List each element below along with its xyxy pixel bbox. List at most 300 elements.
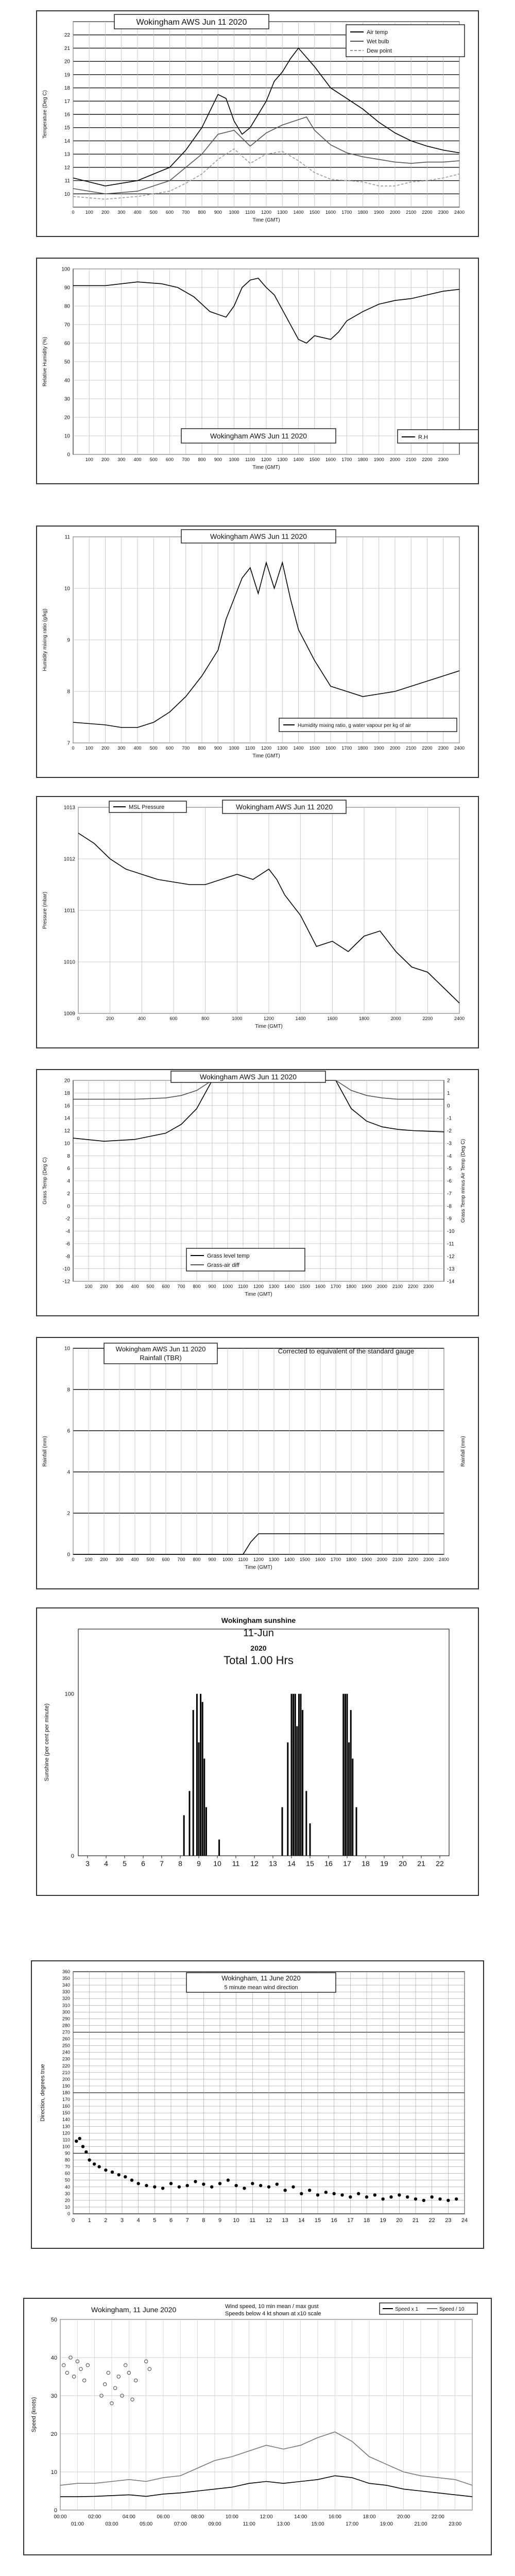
- x-tick-label: 02:00: [88, 2514, 101, 2520]
- y-tick-label: 280: [62, 2023, 70, 2028]
- data-point: [227, 2179, 230, 2182]
- x-tick-label: 1300: [277, 745, 288, 751]
- data-point: [267, 2185, 270, 2189]
- y-axis-label: Pressure (mbar): [42, 891, 48, 929]
- data-point: [136, 2182, 140, 2185]
- y-axis-label: Sunshine (per cent per minute): [44, 1703, 50, 1782]
- legend-label: Speed x 1: [395, 2307, 419, 2312]
- x-tick-label: 21:00: [414, 2521, 427, 2527]
- y-tick-label: 270: [62, 2029, 70, 2035]
- data-point: [93, 2162, 96, 2165]
- x-tick-label: 2300: [423, 1284, 434, 1289]
- y-tick-label: 2: [67, 1511, 70, 1517]
- x-tick-label: 300: [115, 1557, 124, 1562]
- x-tick-label: 900: [214, 745, 222, 751]
- sun-bar: [342, 1694, 344, 1856]
- x-tick-label: 1700: [330, 1557, 341, 1562]
- sun-bar: [291, 1694, 293, 1856]
- x-tick-label: 800: [198, 457, 206, 462]
- data-point: [117, 2173, 120, 2176]
- y-axis-label: Speed (knots): [31, 2397, 37, 2433]
- y-tick-label: 10: [64, 433, 70, 439]
- x-tick-label: 6: [169, 2217, 173, 2224]
- x-tick-label: 1800: [357, 745, 368, 751]
- x-tick-label: 400: [133, 210, 142, 215]
- y-tick-label: -12: [62, 1279, 70, 1285]
- x-tick-label: 12:00: [260, 2514, 273, 2520]
- x-tick-label: 06:00: [157, 2514, 170, 2520]
- y2-tick-label: -6: [447, 1178, 452, 1184]
- y-tick-label: 15: [64, 125, 70, 131]
- x-tick-label: 1400: [295, 1016, 306, 1021]
- y-tick-label: 40: [64, 378, 70, 384]
- data-point: [145, 2184, 148, 2187]
- x-tick-label: 1000: [229, 457, 239, 462]
- x-tick-label: 18:00: [363, 2514, 376, 2520]
- y-tick-label: 22: [64, 32, 70, 39]
- sun-bar: [203, 1758, 205, 1856]
- y2-tick-label: -7: [447, 1191, 452, 1197]
- x-tick-label: 2200: [407, 1557, 419, 1562]
- legend-label: Air temp: [367, 29, 388, 36]
- x-tick-label: 19: [380, 2217, 386, 2224]
- data-point: [414, 2197, 417, 2200]
- y-tick-label: 40: [64, 2184, 70, 2190]
- x-tick-label: 17:00: [346, 2521, 359, 2527]
- y-tick-label: 90: [64, 285, 70, 291]
- data-point: [340, 2193, 344, 2196]
- x-tick-label: 1900: [373, 457, 384, 462]
- y-axis-label: Direction, degrees true: [40, 2064, 46, 2122]
- sun-bar: [345, 1694, 346, 1856]
- x-tick-label: 20: [399, 1859, 407, 1868]
- legend-label: Dew point: [367, 48, 392, 54]
- x-tick-label: 1500: [299, 1284, 311, 1289]
- x-tick-label: 100: [84, 1284, 93, 1289]
- x-tick-label: 7: [160, 1859, 164, 1868]
- x-tick-label: 2000: [390, 1016, 401, 1021]
- x-tick-label: 1600: [325, 210, 336, 215]
- chart-subtitle: 5 minute mean wind direction: [224, 1985, 298, 1991]
- y-tick-label: 0: [71, 1853, 74, 1859]
- x-tick-label: 100: [85, 210, 93, 215]
- y-tick-label: 17: [64, 98, 70, 105]
- sun-bar: [282, 1807, 283, 1856]
- y2-tick-label: -1: [447, 1115, 452, 1122]
- y-tick-label: 2: [67, 1191, 70, 1197]
- x-tick-label: 16: [324, 1859, 333, 1868]
- x-tick-label: 2100: [406, 745, 417, 751]
- y2-tick-label: -14: [447, 1279, 455, 1285]
- x-tick-label: 700: [182, 457, 190, 462]
- x-tick-label: 08:00: [191, 2514, 204, 2520]
- panel-rainfall: [36, 1337, 479, 1589]
- y-tick-label: -10: [62, 1266, 70, 1273]
- x-tick-label: 15:00: [311, 2521, 324, 2527]
- sun-bar: [310, 1823, 311, 1856]
- x-tick-label: 1400: [284, 1557, 295, 1562]
- y-tick-label: 1009: [63, 1011, 75, 1017]
- x-tick-label: 20: [396, 2217, 403, 2224]
- data-point: [210, 2185, 213, 2189]
- x-tick-label: 600: [162, 1557, 170, 1562]
- x-tick-label: 10:00: [225, 2514, 238, 2520]
- x-tick-label: 700: [177, 1557, 185, 1562]
- x-tick-label: 0: [72, 210, 75, 215]
- x-tick-label: 700: [182, 210, 190, 215]
- y-tick-label: 10: [64, 1346, 70, 1352]
- x-tick-label: 900: [208, 1284, 216, 1289]
- data-point: [111, 2171, 114, 2174]
- x-tick-label: 22: [436, 1859, 444, 1868]
- x-tick-label: 1800: [357, 457, 368, 462]
- data-point: [153, 2185, 156, 2189]
- y2-tick-label: 1: [447, 1090, 450, 1096]
- y-tick-label: 60: [64, 2171, 70, 2176]
- sun-bar: [356, 1807, 357, 1856]
- sun-bar: [300, 1694, 302, 1856]
- grass-chart: [37, 1070, 478, 1315]
- sun-bar: [193, 1710, 194, 1856]
- x-tick-label: 12: [265, 2217, 272, 2224]
- x-tick-label: 500: [149, 745, 158, 751]
- y-tick-label: 16: [64, 1103, 70, 1109]
- y-tick-label: 140: [62, 2117, 70, 2123]
- panel-sunshine: [36, 1607, 479, 1896]
- x-tick-label: 19:00: [380, 2521, 393, 2527]
- x-tick-label: 3: [85, 1859, 90, 1868]
- y-tick-label: 0: [54, 2507, 57, 2514]
- x-tick-label: 1000: [222, 1284, 233, 1289]
- y-tick-label: 8: [67, 1153, 70, 1159]
- x-tick-label: 7: [185, 2217, 189, 2224]
- y-tick-label: 70: [64, 2164, 70, 2170]
- x-tick-label: 500: [146, 1557, 154, 1562]
- x-tick-label: 14: [298, 2217, 305, 2224]
- x-tick-label: 19: [380, 1859, 388, 1868]
- x-tick-label: 1600: [325, 457, 336, 462]
- x-tick-label: 2400: [438, 1557, 450, 1562]
- data-point: [88, 2158, 91, 2161]
- y-tick-label: 10: [64, 2204, 70, 2210]
- data-point: [430, 2195, 433, 2198]
- y-tick-label: 1010: [63, 959, 75, 965]
- x-tick-label: 1800: [346, 1284, 357, 1289]
- x-tick-label: 1900: [373, 745, 384, 751]
- y-tick-label: 100: [61, 266, 70, 273]
- legend-label: Grass-air diff: [207, 1262, 239, 1268]
- x-tick-label: 1700: [341, 210, 352, 215]
- x-tick-label: 2100: [392, 1557, 403, 1562]
- data-point: [243, 2187, 246, 2190]
- x-tick-label: 1000: [229, 745, 239, 751]
- sun-bar: [296, 1726, 298, 1856]
- chart-annotation: Corrected to equivalent of the standard gauge: [278, 1347, 415, 1355]
- data-point: [332, 2192, 335, 2195]
- x-tick-label: 11:00: [243, 2521, 255, 2527]
- legend-label: Grass level temp: [207, 1253, 250, 1259]
- x-tick-label: 0: [77, 1016, 80, 1021]
- x-tick-label: 17: [347, 2217, 354, 2224]
- x-tick-label: 1200: [261, 457, 272, 462]
- humidity-chart: [37, 259, 478, 483]
- y-tick-label: 1012: [63, 856, 75, 862]
- x-tick-label: 1100: [238, 1284, 248, 1289]
- x-tick-label: 15: [306, 1859, 314, 1868]
- y-tick-label: 30: [64, 396, 70, 402]
- x-tick-label: 5: [153, 2217, 157, 2224]
- x-tick-label: 2400: [454, 210, 465, 215]
- x-tick-label: 1700: [341, 457, 352, 462]
- x-tick-label: 2300: [438, 745, 449, 751]
- y-tick-label: 260: [62, 2036, 70, 2042]
- panel-wind-direction: [31, 1960, 484, 2249]
- y-tick-label: 150: [62, 2110, 70, 2116]
- data-point: [194, 2180, 197, 2183]
- x-tick-label: 10: [233, 2217, 239, 2224]
- y-tick-label: 1013: [63, 805, 75, 811]
- x-tick-label: 600: [165, 745, 174, 751]
- legend-label: MSL Pressure: [129, 804, 165, 810]
- x-tick-label: 800: [198, 745, 206, 751]
- y-axis-label: Grass Temp (Deg C): [42, 1157, 48, 1205]
- y2-tick-label: -5: [447, 1166, 452, 1172]
- chart-subtitle: Rainfall (TBR): [140, 1354, 182, 1362]
- data-point: [130, 2179, 133, 2182]
- x-tick-label: 1900: [373, 210, 384, 215]
- x-tick-label: 09:00: [208, 2521, 221, 2527]
- y-tick-label: 4: [67, 1469, 70, 1476]
- y-tick-label: 170: [62, 2097, 70, 2103]
- x-tick-label: 4: [104, 1859, 108, 1868]
- y-tick-label: 80: [64, 303, 70, 310]
- x-tick-label: 2100: [392, 1284, 403, 1289]
- y2-tick-label: -11: [447, 1241, 454, 1247]
- rainfall-chart: [37, 1338, 478, 1588]
- x-tick-label: 2000: [389, 745, 401, 751]
- panel-pressure: [36, 796, 479, 1048]
- x-tick-label: 1000: [232, 1016, 243, 1021]
- sun-bar: [189, 1791, 191, 1856]
- legend-box: [346, 25, 465, 57]
- x-axis-label: Time (GMT): [245, 1292, 272, 1297]
- y-axis-label: Relative Humidity (%): [42, 336, 48, 387]
- y-tick-label: 10: [64, 191, 70, 197]
- x-tick-label: 1100: [245, 457, 255, 462]
- y-tick-label: 210: [62, 2070, 70, 2075]
- x-tick-label: 11: [232, 1859, 240, 1868]
- y-axis-label: Temperature (Deg C): [42, 90, 48, 139]
- x-tick-label: 300: [117, 745, 126, 751]
- x-tick-label: 2400: [454, 1016, 465, 1021]
- chart-title: Wokingham sunshine: [221, 1616, 296, 1624]
- panel-temperature: [36, 10, 479, 237]
- x-tick-label: 22: [428, 2217, 435, 2224]
- chart-subtitle: Wind speed, 10 min mean / max gust: [225, 2303, 319, 2310]
- y-tick-label: 90: [64, 2150, 70, 2156]
- chart-title: Wokingham AWS Jun 11 2020: [199, 1073, 297, 1081]
- y-tick-label: -4: [65, 1229, 70, 1234]
- x-tick-label: 700: [177, 1284, 185, 1289]
- y-tick-label: 11: [64, 178, 70, 184]
- y-tick-label: 10: [64, 1141, 70, 1147]
- x-tick-label: 1200: [263, 1016, 274, 1021]
- x-tick-label: 800: [198, 210, 206, 215]
- y-tick-label: 60: [64, 341, 70, 347]
- x-tick-label: 1500: [299, 1557, 311, 1562]
- y-tick-label: 100: [62, 2144, 70, 2149]
- x-tick-label: 0: [71, 2217, 75, 2224]
- y-tick-label: 13: [64, 151, 70, 158]
- y-axis-label: Rainfall (mm): [42, 1436, 48, 1467]
- y-tick-label: 11: [64, 534, 70, 540]
- x-tick-label: 300: [117, 210, 126, 215]
- y-tick-label: 9: [67, 637, 70, 643]
- x-tick-label: 18: [362, 1859, 370, 1868]
- legend-label: R.H: [418, 434, 428, 440]
- y-tick-label: 100: [64, 1691, 74, 1698]
- data-point: [406, 2195, 409, 2198]
- data-point: [365, 2195, 368, 2198]
- x-tick-label: 9: [197, 1859, 201, 1868]
- x-tick-label: 5: [123, 1859, 127, 1868]
- sun-bar: [183, 1815, 185, 1856]
- data-point: [218, 2182, 221, 2185]
- x-tick-label: 200: [100, 1284, 108, 1289]
- chart-annotation: 2020: [250, 1644, 267, 1652]
- y-tick-label: 190: [62, 2083, 70, 2089]
- y-tick-label: 300: [62, 2009, 70, 2015]
- y-tick-label: 20: [64, 415, 70, 421]
- y2-tick-label: -13: [447, 1266, 455, 1273]
- x-tick-label: 13: [269, 1859, 277, 1868]
- x-tick-label: 200: [101, 457, 110, 462]
- x-tick-label: 03:00: [105, 2521, 118, 2527]
- x-tick-label: 13:00: [277, 2521, 290, 2527]
- y-tick-label: 40: [50, 2355, 57, 2361]
- data-point: [422, 2199, 425, 2202]
- y-tick-label: 110: [62, 2137, 70, 2143]
- x-tick-label: 500: [149, 210, 158, 215]
- y-tick-label: 8: [67, 689, 70, 695]
- y2-tick-label: 0: [447, 1103, 450, 1109]
- y2-tick-label: -2: [447, 1128, 452, 1134]
- y-tick-label: 240: [62, 2049, 70, 2055]
- y2-tick-label: 2: [447, 1078, 450, 1084]
- y-tick-label: 10: [64, 586, 70, 592]
- y-tick-label: 160: [62, 2104, 70, 2109]
- x-axis-label: Time (GMT): [245, 1565, 272, 1570]
- y-tick-label: 130: [62, 2124, 70, 2129]
- mixing-ratio-chart: [37, 527, 478, 777]
- x-axis-label: Time (GMT): [252, 217, 280, 223]
- chart-annotation: Speeds below 4 kt shown at x10 scale: [225, 2311, 321, 2317]
- y-tick-label: 180: [62, 2090, 70, 2095]
- y-tick-label: 50: [50, 2317, 57, 2323]
- data-point: [438, 2197, 441, 2200]
- y-tick-label: 16: [64, 112, 70, 118]
- x-axis-label: Time (GMT): [252, 465, 280, 470]
- data-point: [381, 2197, 384, 2200]
- sun-bar: [196, 1694, 198, 1856]
- x-tick-label: 1600: [315, 1284, 326, 1289]
- x-tick-label: 600: [165, 457, 174, 462]
- chart-title: Wokingham, 11 June 2020: [221, 1974, 301, 1982]
- x-tick-label: 1900: [361, 1557, 372, 1562]
- data-point: [398, 2193, 401, 2196]
- y-tick-label: 6: [67, 1428, 70, 1434]
- y-tick-label: 14: [64, 138, 70, 144]
- x-tick-label: 2200: [422, 210, 433, 215]
- data-point: [169, 2182, 173, 2185]
- pressure-chart: [37, 797, 478, 1047]
- x-tick-label: 400: [131, 1557, 139, 1562]
- x-tick-label: 1600: [315, 1557, 326, 1562]
- y-tick-label: 18: [64, 1090, 70, 1096]
- data-point: [234, 2184, 237, 2187]
- data-point: [178, 2185, 181, 2189]
- x-tick-label: 600: [162, 1284, 170, 1289]
- x-tick-label: 2000: [376, 1557, 388, 1562]
- chart-title: Wokingham AWS Jun 11 2020: [115, 1345, 206, 1353]
- y-tick-label: 70: [64, 322, 70, 328]
- x-tick-label: 400: [133, 745, 142, 751]
- y-tick-label: 10: [50, 2469, 57, 2476]
- y2-tick-label: -3: [447, 1141, 452, 1147]
- x-tick-label: 2100: [406, 457, 417, 462]
- x-tick-label: 1400: [293, 210, 304, 215]
- x-tick-label: 900: [214, 457, 222, 462]
- y-tick-label: 12: [64, 165, 70, 171]
- x-tick-label: 100: [85, 745, 93, 751]
- chart-title: Wokingham AWS Jun 11 2020: [235, 803, 333, 811]
- y-tick-label: 340: [62, 1982, 70, 1988]
- x-tick-label: 1700: [341, 745, 352, 751]
- sun-bar: [295, 1694, 296, 1856]
- sun-bar: [350, 1710, 352, 1856]
- x-tick-label: 23: [445, 2217, 452, 2224]
- x-tick-label: 13: [282, 2217, 288, 2224]
- x-tick-label: 14:00: [294, 2514, 307, 2520]
- x-tick-label: 8: [178, 1859, 182, 1868]
- y-tick-label: 290: [62, 2016, 70, 2022]
- x-tick-label: 1300: [268, 1284, 280, 1289]
- y-tick-label: 120: [62, 2130, 70, 2136]
- x-tick-label: 22:00: [431, 2514, 444, 2520]
- sunshine-chart: [37, 1608, 478, 1895]
- sun-bar: [347, 1694, 348, 1856]
- x-tick-label: 15: [314, 2217, 321, 2224]
- x-tick-label: 6: [141, 1859, 145, 1868]
- x-tick-label: 2200: [407, 1284, 419, 1289]
- x-tick-label: 200: [101, 210, 110, 215]
- chart-title: Wokingham AWS Jun 11 2020: [210, 432, 307, 440]
- x-tick-label: 200: [106, 1016, 114, 1021]
- sun-bar: [348, 1742, 350, 1856]
- data-point: [300, 2192, 303, 2195]
- legend-label: Speed / 10: [439, 2307, 465, 2312]
- x-tick-label: 1100: [245, 210, 255, 215]
- sun-bar: [205, 1807, 207, 1856]
- x-tick-label: 3: [120, 2217, 124, 2224]
- x-tick-label: 04:00: [122, 2514, 135, 2520]
- x-tick-label: 1500: [309, 745, 320, 751]
- x-tick-label: 2000: [389, 210, 401, 215]
- x-tick-label: 1400: [293, 457, 304, 462]
- panel-grass: [36, 1069, 479, 1316]
- x-tick-label: 2300: [438, 210, 449, 215]
- x-tick-label: 05:00: [140, 2521, 153, 2527]
